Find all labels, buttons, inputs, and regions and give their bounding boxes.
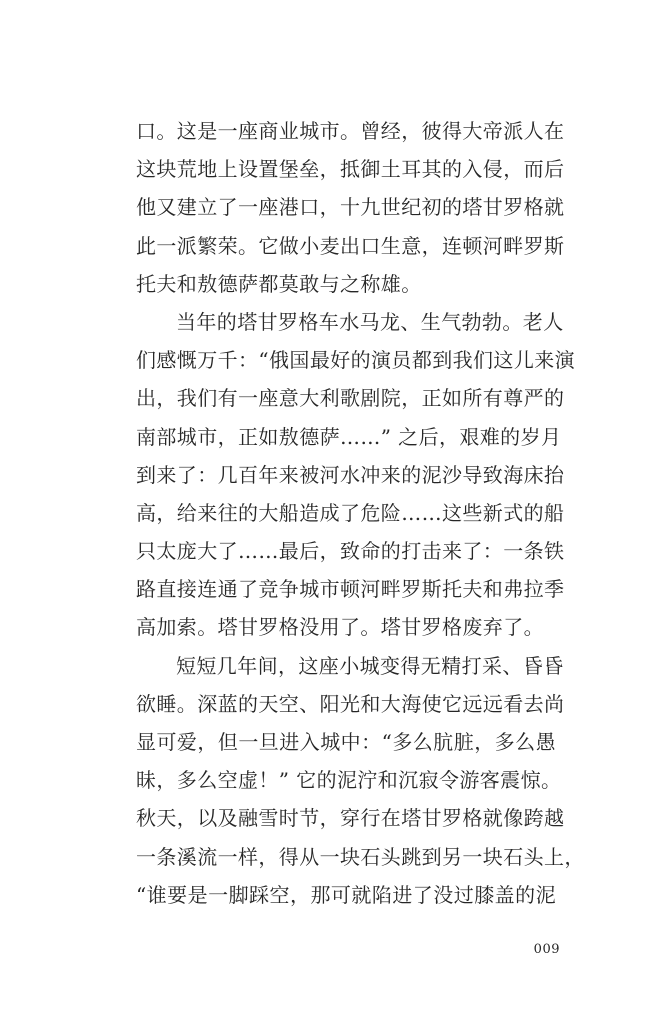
page-number: 009 — [533, 942, 560, 957]
text-line: 托夫和敖德萨都莫敢与之称雄。 — [136, 271, 422, 296]
text-line: 欲睡。深蓝的天空、阳光和大海使它远远看去尚 — [136, 691, 565, 716]
text-line: 当年的塔甘罗格车水马龙、生气勃勃。老人 — [176, 309, 564, 334]
paragraph — [136, 112, 565, 303]
text-line: 昧，多么空虚！” 它的泥泞和沉寂令游客震惊。 — [136, 768, 562, 793]
text-line: 路直接连通了竞争城市顿河畔罗斯托夫和弗拉季 — [136, 577, 565, 602]
body-text — [136, 112, 585, 914]
paragraph — [136, 303, 576, 647]
text-line: 这块荒地上设置堡垒，抵御土耳其的入侵，而后 — [136, 157, 565, 182]
text-line: 南部城市，正如敖德萨……” 之后，艰难的岁月 — [136, 424, 562, 449]
text-line: 短短几年间，这座小城变得无精打采、昏昏 — [176, 653, 564, 678]
paragraph — [136, 647, 585, 914]
text-line: 口。这是一座商业城市。曾经，彼得大帝派人在 — [136, 119, 565, 143]
text-line: “谁要是一脚踩空，那可就陷进了没过膝盖的泥 — [136, 882, 556, 907]
text-line: 出，我们有一座意大利歌剧院，正如所有尊严的 — [136, 386, 565, 411]
text-line: 秋天，以及融雪时节，穿行在塔甘罗格就像跨越 — [136, 806, 565, 831]
text-line: 一条溪流一样，得从一块石头跳到另一块石头上， — [136, 844, 585, 869]
text-line: 此一派繁荣。它做小麦出口生意，连顿河畔罗斯 — [136, 233, 565, 258]
text-line: 他又建立了一座港口，十九世纪初的塔甘罗格就 — [136, 195, 565, 220]
text-line: 显可爱，但一旦进入城中：“多么肮脏，多么愚 — [136, 730, 556, 754]
text-line: 只太庞大了……最后，致命的打击来了：一条铁 — [136, 539, 565, 564]
text-line: 们感慨万千：“俄国最好的演员都到我们这儿来演 — [136, 348, 576, 373]
text-line: 高加索。塔甘罗格没用了。塔甘罗格废弃了。 — [136, 615, 544, 640]
text-line: 高，给来往的大船造成了危险……这些新式的船 — [136, 500, 565, 525]
text-line: 到来了：几百年来被河水冲来的泥沙导致海床抬 — [136, 462, 565, 487]
